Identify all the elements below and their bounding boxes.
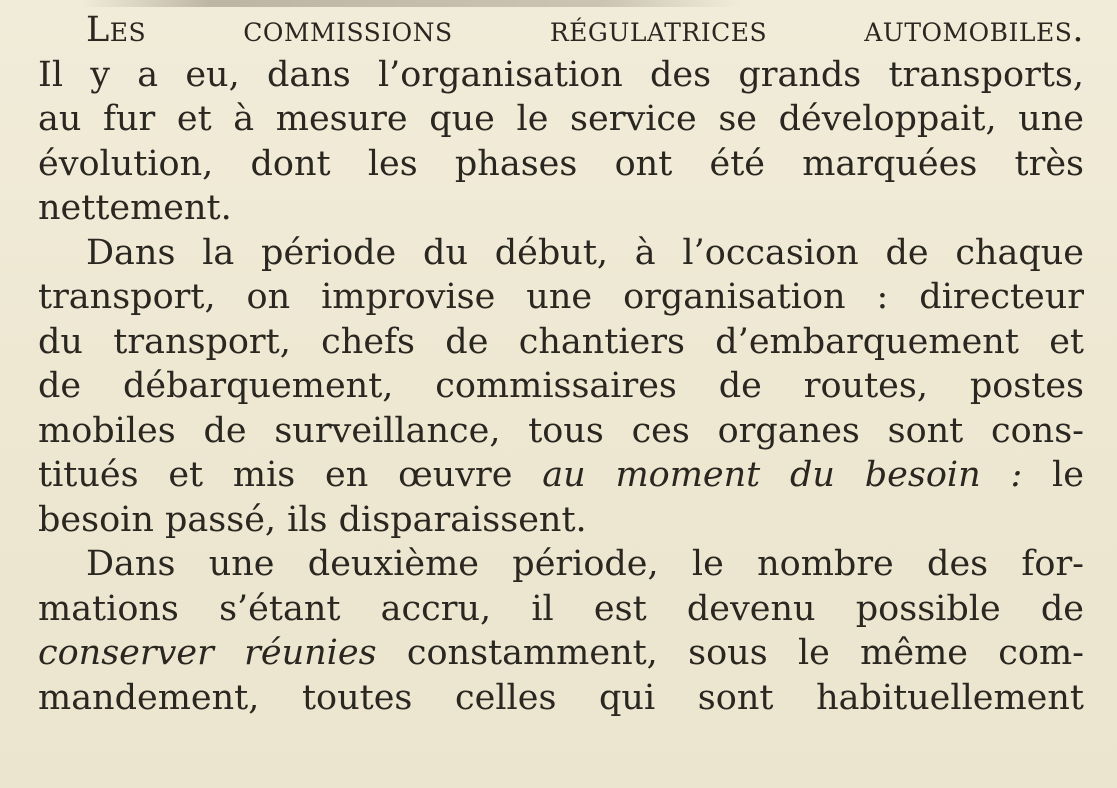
page-text <box>38 8 1084 720</box>
section-heading: Les commissions régulatrices automobiles. <box>86 10 1084 50</box>
text-line: évolution, dont les phases ont été marquées très <box>38 143 1084 184</box>
text-line: nettement. <box>38 188 232 228</box>
text-segment: constamment, sous le même com- <box>406 633 1084 673</box>
text-line-with-emphasis <box>38 631 1084 676</box>
text-line: au fur et à mesure que le service se développait, une <box>38 99 1084 139</box>
text-segment: le <box>1052 455 1084 495</box>
text-line: de débarquement, commissaires de routes, postes <box>38 366 1084 406</box>
text-line: mobiles de surveillance, tous ces organes sont cons- <box>38 410 1084 451</box>
emphasis-text: conserver réunies <box>38 633 377 673</box>
text-line: besoin passé, ils disparaissent. <box>38 499 587 540</box>
text-line: transport, on improvise une organisation : directeur <box>38 277 1084 317</box>
text-line: Il y a eu, dans l’organisation des grands transports, <box>38 54 1084 95</box>
text-line: Dans une deuxième période, le nombre des for- <box>86 544 1084 584</box>
emphasis-text: au moment du besoin : <box>542 455 1023 495</box>
text-segment: titués et mis en œuvre <box>38 455 513 495</box>
text-line: mations s’étant accru, il est devenu possible de <box>38 588 1084 629</box>
text-line: mandement, toutes celles qui sont habituellement <box>38 677 1084 718</box>
text-line: du transport, chefs de chantiers d’embarquement et <box>38 321 1084 362</box>
page-top-edge <box>80 0 740 7</box>
text-line-with-emphasis <box>38 453 1084 498</box>
text-line: Dans la période du début, à l’occasion de chaque <box>86 232 1084 273</box>
